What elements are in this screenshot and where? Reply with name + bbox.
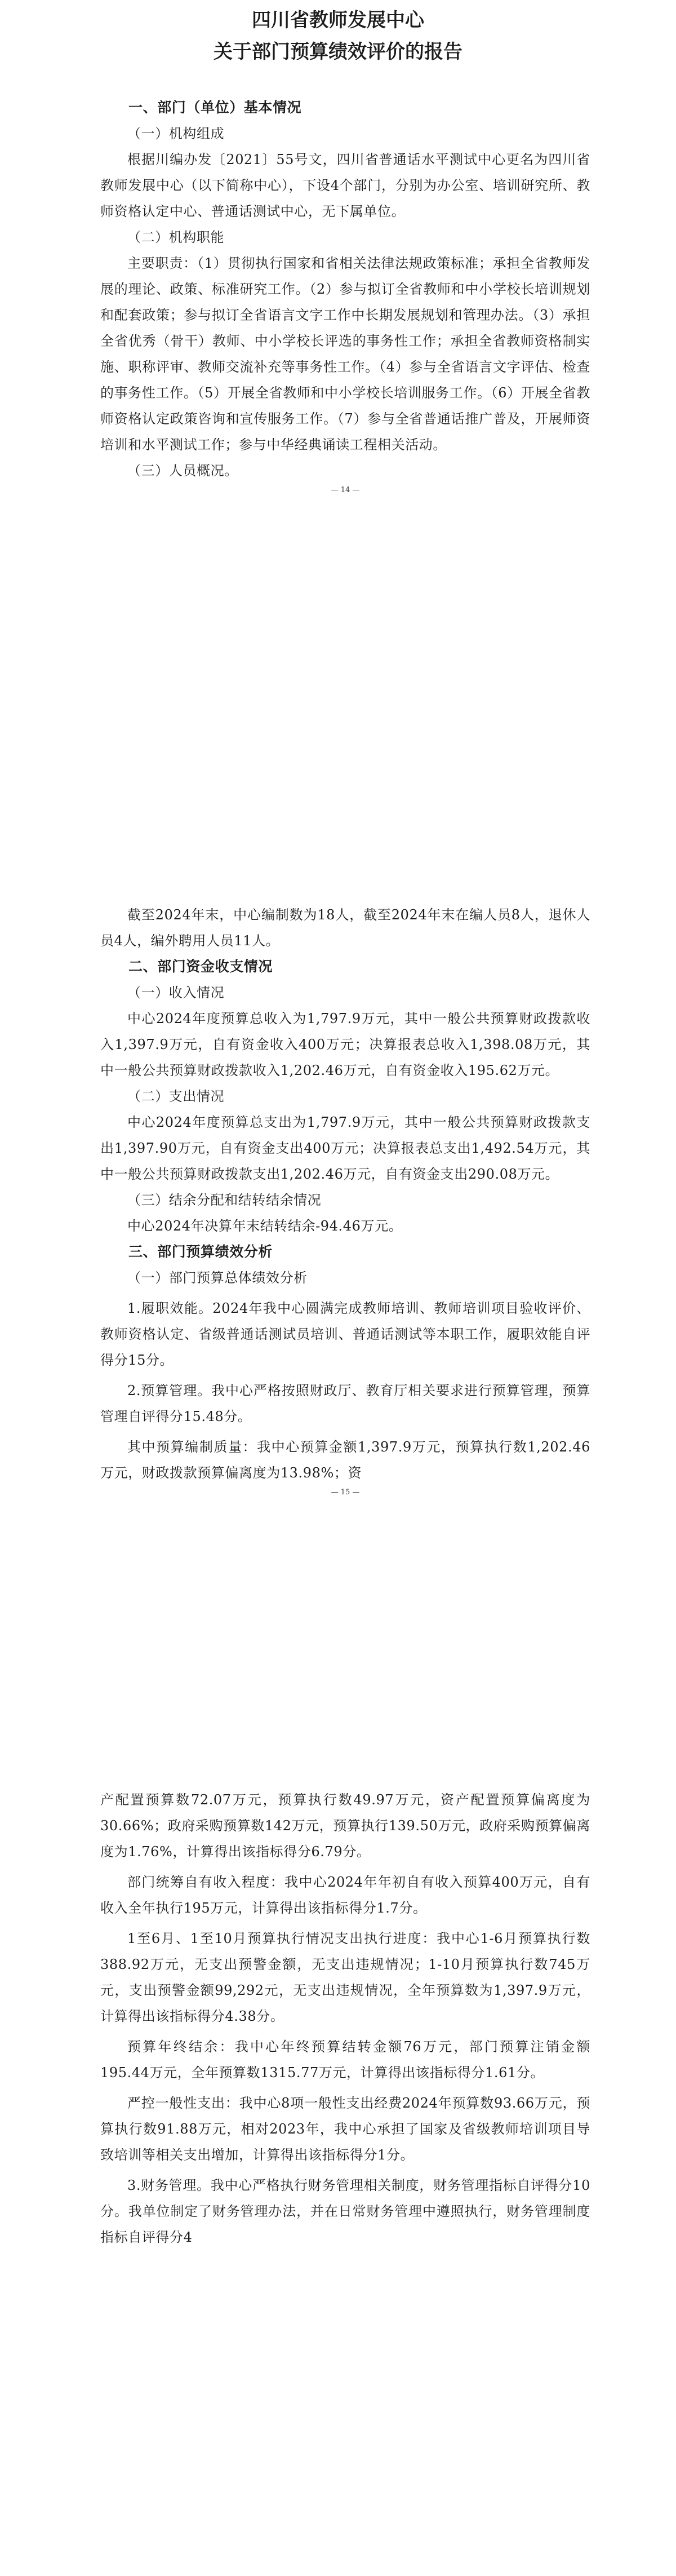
body-paragraph: 1.履职效能。2024年我中心圆满完成教师培训、教师培训项目验收评价、教师资格认定、省级普通话测试员培训、普通话测试等本职工作，履职效能自评得分15分。 [100, 1300, 590, 1368]
subsection-heading: （三）人员概况。 [127, 463, 238, 479]
page-1-body [0, 95, 676, 496]
page-number: — 15 — [331, 1488, 360, 1497]
body-paragraph: 其中预算编制质量：我中心预算金额1,397.9万元，预算执行数1,202.46万元，财政拨款预算偏离度为13.98%；资 [100, 1439, 590, 1481]
body-paragraph: 1至6月、1至10月预算执行情况支出执行进度：我中心1-6月预算执行数388.92万元，无支出预警金额，无支出违规情况；1-10月预算执行数745万元，支出预警金额99,292元，无支出违规情况，全年预算数为1,397.9万元，计算得出该指标得分4.38分。 [100, 1931, 590, 2024]
subsection-heading: （三）结余分配和结转结余情况 [127, 1192, 322, 1208]
body-paragraph: 部门统筹自有收入程度：我中心2024年年初自有收入预算400万元，自有收入全年执行195万元，计算得出该指标得分1.7分。 [100, 1874, 590, 1916]
subsection-heading: （二）支出情况 [127, 1088, 225, 1104]
page-1 [0, 0, 676, 755]
section-heading: 二、部门资金收支情况 [128, 958, 273, 975]
body-paragraph: 产配置预算数72.07万元，预算执行数49.97万元，资产配置预算偏离度为30.66%；政府采购预算数142万元，预算执行139.50万元，政府采购预算偏离度为1.76%，计算得出该指标得分6.79分。 [100, 1792, 590, 1860]
body-paragraph: 严控一般性支出：我中心8项一般性支出经费2024年预算数93.66万元，预算执行数91.88万元，相对2023年，我中心承担了国家及省级教师培训项目导致培训等相关支出增加，计算得出该指标得分1分。 [100, 2095, 590, 2163]
subsection-heading: （一）收入情况 [127, 985, 225, 1001]
body-paragraph: 中心2024年决算年末结转结余-94.46万元。 [127, 1218, 403, 1234]
title-line-2: 关于部门预算绩效评价的报告 [214, 41, 462, 63]
body-paragraph: 中心2024年度预算总支出为1,797.9万元，其中一般公共预算财政拨款支出1,397.90万元，自有资金支出400万元；决算报表总支出1,492.54万元，其中一般公共预算财政拨款支出1,202.46万元，自有资金支出290.08万元。 [100, 1114, 590, 1182]
body-paragraph: 3.财务管理。我中心严格执行财务管理相关制度，财务管理指标自评得分10分。我单位制定了财务管理办法，并在日常财务管理中遵照执行，财务管理制度指标自评得分4 [100, 2177, 590, 2245]
subsection-heading: （二）机构职能 [127, 229, 225, 245]
section-heading: 三、部门预算绩效分析 [128, 1243, 273, 1260]
section-heading: 一、部门（单位）基本情况 [128, 99, 302, 116]
subsection-heading: （一）部门预算总体绩效分析 [127, 1270, 308, 1286]
body-paragraph: 2.预算管理。我中心严格按照财政厅、教育厅相关要求进行预算管理，预算管理自评得分15.48分。 [100, 1383, 590, 1424]
page-number: — 14 — [331, 486, 360, 494]
page-3-body [0, 1787, 676, 2250]
body-paragraph: 根据川编办发〔2021〕55号文，四川省普通话水平测试中心更名为四川省教师发展中心（以下简称中心），下设4个部门，分别为办公室、培训研究所、教师资格认定中心、普通话测试中心，无下属单位。 [100, 152, 590, 219]
page-2-body [0, 902, 676, 1498]
body-paragraph: 截至2024年末，中心编制数为18人，截至2024年末在编人员8人，退休人员4人，编外聘用人员11人。 [100, 907, 590, 949]
body-paragraph: 主要职责：（1）贯彻执行国家和省相关法律法规政策标准；承担全省教师发展的理论、政策、标准研究工作。（2）参与拟订全省教师和中小学校长培训规划和配套政策；参与拟订全省语言文字工作中长期发展规划和管理办法。（3）承担全省优秀（骨干）教师、中小学校长评选的事务性工作；承担全省教师资格制实施、职称评审、教师交流补充等事务性工作。（4）参与全省语言文字评估、检查的事务性工作。（5）开展全省教师和中小学校长培训服务工作。（6）开展全省教师资格认定政策咨询和宣传服务工作。（7）参与全省普通话推广普及，开展师资培训和水平测试工作；参与中华经典诵读工程相关活动。 [100, 255, 590, 453]
page-2 [0, 902, 676, 1663]
body-paragraph: 预算年终结余：我中心年终预算结转金额76万元，部门预算注销金额195.44万元，全年预算数1315.77万元，计算得出该指标得分1.61分。 [100, 2039, 590, 2081]
page-3 [0, 1787, 676, 2576]
document-title [0, 0, 676, 68]
subsection-heading: （一）机构组成 [127, 126, 225, 141]
title-line-1: 四川省教师发展中心 [252, 9, 424, 32]
body-paragraph: 中心2024年度预算总收入为1,797.9万元，其中一般公共预算财政拨款收入1,397.9万元，自有资金收入400万元；决算报表总收入1,398.08万元，其中一般公共预算财政拨款收入1,202.46万元，自有资金收入195.62万元。 [100, 1011, 590, 1078]
